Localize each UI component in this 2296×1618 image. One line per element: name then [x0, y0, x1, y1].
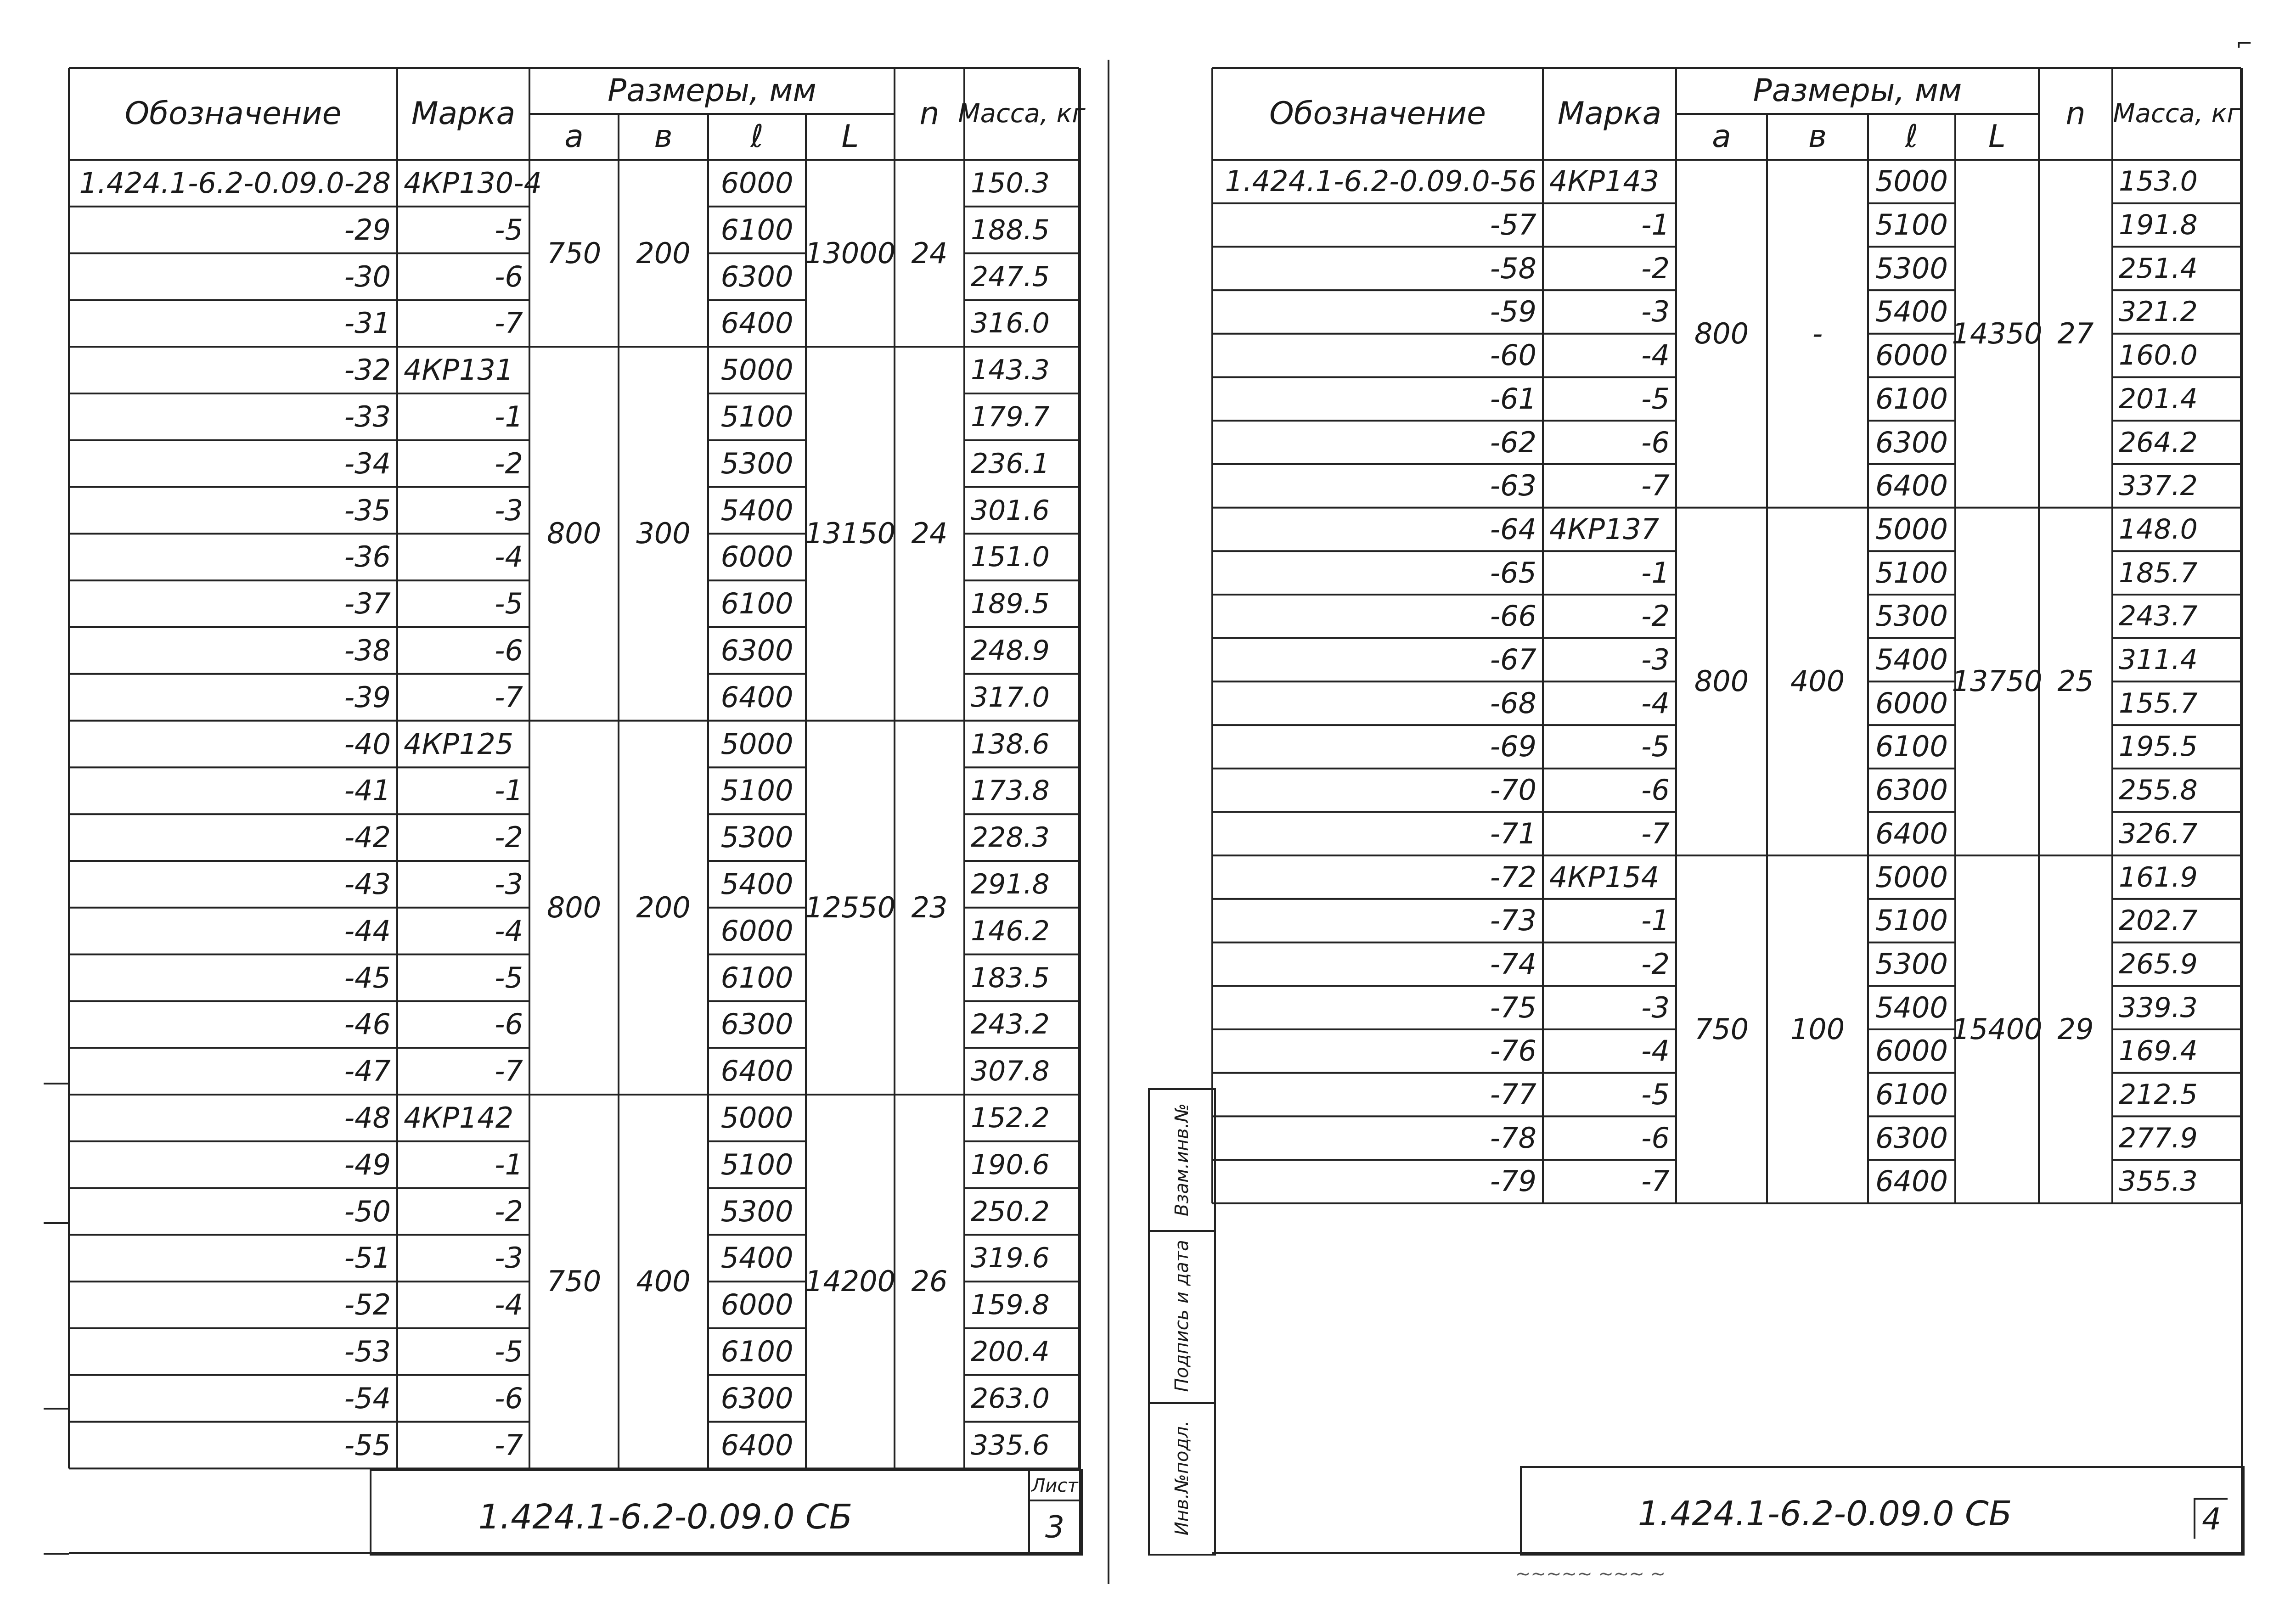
- designation-cell: -76: [1490, 1034, 1536, 1068]
- side-stamp: [1148, 1088, 1216, 1556]
- brand-cell: -2: [1641, 251, 1670, 285]
- mass-cell: 316.0: [971, 307, 1050, 340]
- designation-cell: -45: [344, 961, 391, 994]
- brand-cell: -3: [1641, 295, 1670, 329]
- length-cell: 5000: [1875, 164, 1948, 198]
- designation-cell: -69: [1490, 730, 1536, 764]
- corner-mark: ⌐: [2236, 32, 2253, 56]
- designation-cell: -78: [1490, 1121, 1536, 1155]
- mass-cell: 148.0: [2119, 513, 2198, 545]
- designation-cell: -67: [1490, 643, 1536, 677]
- mass-cell: 212.5: [2119, 1079, 2198, 1111]
- mass-cell: 311.4: [2119, 644, 2198, 676]
- right-title-code: 1.424.1-6.2-0.09.0 СБ: [1638, 1494, 2012, 1534]
- brand-cell: -6: [1641, 773, 1670, 807]
- length-cell: 6300: [1875, 425, 1948, 459]
- header-designation: Обозначение: [124, 96, 342, 132]
- header-brand: Марка: [1557, 96, 1662, 132]
- mass-cell: 179.7: [971, 400, 1050, 433]
- margin-tick: [44, 1408, 69, 1410]
- header-mass: Масса, кг: [2113, 99, 2240, 129]
- group-n-cell: 24: [911, 517, 948, 551]
- stamp-label-replacement: Взам.инв.№: [1171, 1103, 1193, 1217]
- length-cell: 6400: [720, 306, 793, 340]
- brand-cell: -4: [495, 1288, 523, 1322]
- brand-cell: -5: [1641, 382, 1670, 416]
- length-cell: 6300: [720, 1381, 793, 1415]
- mass-cell: 277.9: [2119, 1122, 2198, 1154]
- length-cell: 5400: [720, 1241, 793, 1275]
- brand-cell: 4КР130-4: [404, 166, 542, 200]
- length-cell: 6300: [1875, 1121, 1948, 1155]
- designation-cell: -48: [344, 1101, 391, 1135]
- length-cell: 5300: [720, 1194, 793, 1228]
- left-title-block: [370, 1469, 1083, 1556]
- length-cell: 5000: [720, 1101, 793, 1135]
- brand-cell: -4: [1641, 1034, 1670, 1068]
- group-n-cell: 23: [911, 890, 948, 924]
- designation-cell: -65: [1490, 556, 1536, 590]
- length-cell: 5100: [1875, 208, 1948, 242]
- brand-cell: -3: [495, 1241, 523, 1275]
- designation-cell: -53: [344, 1334, 391, 1368]
- brand-cell: 4КР143: [1549, 164, 1660, 198]
- stamp-label-inventory: Инв.№подл.: [1171, 1420, 1193, 1536]
- brand-cell: -3: [495, 493, 523, 527]
- mass-cell: 189.5: [971, 588, 1050, 620]
- mass-cell: 155.7: [2119, 687, 2198, 719]
- mass-cell: 228.3: [971, 821, 1050, 854]
- length-cell: 6000: [1875, 686, 1948, 720]
- designation-cell: -47: [344, 1054, 391, 1088]
- right-title-block: [1520, 1466, 2245, 1556]
- brand-cell: -3: [495, 867, 523, 901]
- mass-cell: 185.7: [2119, 556, 2198, 589]
- designation-cell: -71: [1490, 816, 1536, 850]
- designation-cell: -79: [1490, 1164, 1536, 1198]
- mass-cell: 265.9: [2119, 948, 2198, 980]
- brand-cell: 4КР131: [404, 353, 514, 387]
- group-a-cell: 800: [1694, 664, 1749, 698]
- brand-cell: -5: [495, 1334, 523, 1368]
- designation-cell: -61: [1490, 382, 1536, 416]
- mass-cell: 243.2: [971, 1008, 1050, 1041]
- length-cell: 6100: [720, 213, 793, 247]
- length-cell: 5100: [720, 399, 793, 433]
- sheet-label: Лист: [1031, 1475, 1078, 1496]
- length-cell: 6100: [1875, 730, 1948, 764]
- length-cell: 6400: [720, 1054, 793, 1088]
- length-cell: 6400: [1875, 469, 1948, 503]
- length-cell: 6100: [1875, 1078, 1948, 1112]
- group-L-cell: 14200: [805, 1264, 896, 1298]
- group-n-cell: 26: [911, 1264, 948, 1298]
- designation-cell: -58: [1490, 251, 1536, 285]
- mass-cell: 161.9: [2119, 861, 2198, 893]
- length-cell: 5300: [1875, 251, 1948, 285]
- designation-cell: -50: [344, 1194, 391, 1228]
- length-cell: 5400: [1875, 643, 1948, 677]
- length-cell: 6000: [1875, 338, 1948, 372]
- mass-cell: 151.0: [971, 541, 1050, 573]
- header-col-b: в: [1808, 118, 1827, 155]
- length-cell: 5000: [1875, 512, 1948, 546]
- designation-cell: -43: [344, 867, 391, 901]
- designation-cell: -63: [1490, 469, 1536, 503]
- length-cell: 6100: [720, 1334, 793, 1368]
- designation-cell: -36: [344, 540, 391, 574]
- length-cell: 6300: [720, 633, 793, 667]
- designation-cell: -32: [344, 353, 391, 387]
- header-col-L: L: [841, 118, 859, 155]
- length-cell: 6400: [720, 680, 793, 714]
- brand-cell: 4КР142: [404, 1101, 514, 1135]
- group-L-cell: 13750: [1952, 664, 2043, 698]
- header-col-n: n: [2065, 96, 2086, 132]
- brand-cell: -5: [1641, 1078, 1670, 1112]
- brand-cell: -6: [495, 259, 523, 293]
- designation-cell: -49: [344, 1147, 391, 1181]
- signature-scrawl: ~~~~~ ~~~ ~: [1515, 1563, 1666, 1584]
- brand-cell: -4: [495, 914, 523, 948]
- length-cell: 6300: [720, 259, 793, 293]
- brand-cell: -2: [495, 1194, 523, 1228]
- designation-cell: -37: [344, 587, 391, 621]
- group-b-cell: -: [1812, 316, 1823, 350]
- designation-cell: -41: [344, 774, 391, 808]
- designation-cell: -66: [1490, 599, 1536, 633]
- brand-cell: -1: [495, 399, 523, 433]
- group-b-cell: 200: [636, 890, 691, 924]
- mass-cell: 159.8: [971, 1289, 1050, 1321]
- mass-cell: 264.2: [2119, 426, 2198, 459]
- mass-cell: 335.6: [971, 1429, 1050, 1461]
- mass-cell: 200.4: [971, 1335, 1050, 1368]
- brand-cell: -6: [495, 633, 523, 667]
- group-b-cell: 300: [636, 517, 691, 551]
- length-cell: 5000: [1875, 860, 1948, 894]
- designation-cell: -46: [344, 1007, 391, 1041]
- mass-cell: 326.7: [2119, 817, 2198, 850]
- designation-cell: -64: [1490, 512, 1536, 546]
- length-cell: 6000: [720, 540, 793, 574]
- designation-cell: -40: [344, 727, 391, 761]
- left-sheet: [69, 68, 1086, 1554]
- designation-cell: -29: [344, 213, 391, 247]
- length-cell: 5000: [720, 353, 793, 387]
- length-cell: 6400: [1875, 1164, 1948, 1198]
- length-cell: 6100: [720, 587, 793, 621]
- right-sheet: [1212, 68, 2243, 1554]
- mass-cell: 152.2: [971, 1101, 1050, 1134]
- mass-cell: 255.8: [2119, 774, 2198, 807]
- designation-cell: -77: [1490, 1078, 1536, 1112]
- designation-cell: -38: [344, 633, 391, 667]
- length-cell: 5100: [1875, 904, 1948, 938]
- group-a-cell: 750: [1694, 1012, 1749, 1046]
- group-L-cell: 13000: [805, 236, 896, 270]
- mass-cell: 355.3: [2119, 1165, 2198, 1198]
- group-n-cell: 29: [2057, 1012, 2094, 1046]
- group-b-cell: 200: [636, 236, 691, 270]
- mass-cell: 321.2: [2119, 296, 2198, 328]
- mass-cell: 191.8: [2119, 209, 2198, 242]
- length-cell: 5100: [720, 774, 793, 808]
- group-L-cell: 13150: [805, 517, 896, 551]
- mass-cell: 202.7: [2119, 905, 2198, 937]
- length-cell: 6400: [1875, 816, 1948, 850]
- brand-cell: 4КР154: [1549, 860, 1660, 894]
- mass-cell: 243.7: [2119, 600, 2198, 633]
- mass-cell: 183.5: [971, 961, 1050, 994]
- mass-cell: 337.2: [2119, 470, 2198, 502]
- header-brand: Марка: [411, 96, 516, 132]
- designation-cell: -60: [1490, 338, 1536, 372]
- length-cell: 5300: [1875, 947, 1948, 981]
- designation-cell: -51: [344, 1241, 391, 1275]
- brand-cell: -3: [1641, 990, 1670, 1024]
- brand-cell: -7: [1641, 469, 1670, 503]
- designation-cell: -44: [344, 914, 391, 948]
- margin-tick: [44, 1553, 69, 1555]
- brand-cell: -6: [1641, 425, 1670, 459]
- mass-cell: 247.5: [971, 260, 1050, 293]
- stamp-label-signature: Подпись и дата: [1171, 1240, 1193, 1392]
- length-cell: 6400: [720, 1428, 793, 1462]
- header-col-a: a: [564, 118, 584, 155]
- length-cell: 6000: [720, 914, 793, 948]
- brand-cell: -5: [495, 213, 523, 247]
- designation-cell: 1.424.1-6.2-0.09.0-56: [1225, 164, 1536, 198]
- designation-cell: -42: [344, 820, 391, 854]
- brand-cell: 4КР137: [1549, 512, 1660, 546]
- length-cell: 5300: [1875, 599, 1948, 633]
- mass-cell: 188.5: [971, 213, 1050, 246]
- brand-cell: -7: [495, 680, 523, 714]
- mass-cell: 160.0: [2119, 339, 2198, 372]
- designation-cell: -70: [1490, 773, 1536, 807]
- brand-cell: -7: [495, 306, 523, 340]
- group-L-cell: 12550: [805, 890, 896, 924]
- mass-cell: 190.6: [971, 1148, 1050, 1181]
- mass-cell: 236.1: [971, 447, 1050, 480]
- brand-cell: -7: [1641, 816, 1670, 850]
- margin-tick: [44, 1083, 69, 1084]
- mass-cell: 339.3: [2119, 991, 2198, 1024]
- brand-cell: -2: [1641, 947, 1670, 981]
- brand-cell: -7: [495, 1054, 523, 1088]
- group-a-cell: 800: [546, 517, 602, 551]
- length-cell: 5400: [1875, 295, 1948, 329]
- sheet-number: 3: [1045, 1509, 1064, 1545]
- group-n-cell: 25: [2057, 664, 2094, 698]
- length-cell: 5300: [720, 820, 793, 854]
- title-divider: [1028, 1471, 1030, 1554]
- brand-cell: -1: [1641, 208, 1670, 242]
- designation-cell: -35: [344, 493, 391, 527]
- brand-cell: -1: [1641, 556, 1670, 590]
- group-b-cell: 400: [636, 1264, 691, 1298]
- group-a-cell: 800: [1694, 316, 1749, 350]
- designation-cell: -54: [344, 1381, 391, 1415]
- brand-cell: 4КР125: [404, 727, 514, 761]
- brand-cell: -7: [1641, 1164, 1670, 1198]
- brand-cell: -6: [1641, 1121, 1670, 1155]
- title-divider: [1028, 1500, 1081, 1501]
- designation-cell: -74: [1490, 947, 1536, 981]
- mass-cell: 150.3: [971, 167, 1050, 199]
- brand-cell: -7: [495, 1428, 523, 1462]
- length-cell: 5400: [720, 493, 793, 527]
- mass-cell: 248.9: [971, 634, 1050, 667]
- length-cell: 5100: [1875, 556, 1948, 590]
- group-b-cell: 100: [1790, 1012, 1845, 1046]
- header-col-l: ℓ: [750, 118, 764, 155]
- header-col-a: a: [1712, 118, 1731, 155]
- header-mass: Масса, кг: [958, 99, 1086, 129]
- designation-cell: -62: [1490, 425, 1536, 459]
- mass-cell: 138.6: [971, 728, 1050, 760]
- designation-cell: -57: [1490, 208, 1536, 242]
- designation-cell: -30: [344, 259, 391, 293]
- left-title-code: 1.424.1-6.2-0.09.0 СБ: [478, 1497, 853, 1537]
- header-col-n: n: [919, 96, 940, 132]
- stamp-line: [1150, 1402, 1214, 1404]
- group-n-cell: 24: [911, 236, 948, 270]
- mass-cell: 307.8: [971, 1055, 1050, 1088]
- header-col-l: ℓ: [1905, 118, 1919, 155]
- mass-cell: 319.6: [971, 1242, 1050, 1275]
- length-cell: 6300: [720, 1007, 793, 1041]
- brand-cell: -2: [495, 446, 523, 480]
- designation-cell: -33: [344, 399, 391, 433]
- header-col-L: L: [1988, 118, 2006, 155]
- group-a-cell: 750: [546, 1264, 602, 1298]
- brand-cell: -2: [1641, 599, 1670, 633]
- designation-cell: -59: [1490, 295, 1536, 329]
- mass-cell: 263.0: [971, 1382, 1050, 1415]
- brand-cell: -6: [495, 1007, 523, 1041]
- brand-cell: -5: [495, 961, 523, 994]
- designation-cell: -73: [1490, 904, 1536, 938]
- mass-cell: 317.0: [971, 681, 1050, 713]
- mass-cell: 195.5: [2119, 730, 2198, 763]
- margin-tick: [44, 1222, 69, 1224]
- header-designation: Обозначение: [1269, 96, 1486, 132]
- right-sheet-number: 4: [2194, 1498, 2228, 1539]
- mass-cell: 169.4: [2119, 1035, 2198, 1067]
- group-a-cell: 800: [546, 890, 602, 924]
- brand-cell: -1: [1641, 904, 1670, 938]
- brand-cell: -6: [495, 1381, 523, 1415]
- group-n-cell: 27: [2057, 316, 2094, 350]
- mass-cell: 251.4: [2119, 252, 2198, 285]
- designation-cell: -75: [1490, 990, 1536, 1024]
- length-cell: 5100: [720, 1147, 793, 1181]
- header-col-b: в: [654, 118, 673, 155]
- mass-cell: 291.8: [971, 868, 1050, 900]
- length-cell: 5000: [720, 727, 793, 761]
- brand-cell: -4: [1641, 686, 1670, 720]
- mass-cell: 143.3: [971, 354, 1050, 387]
- right-table-grid: [1212, 68, 2241, 1552]
- designation-cell: -68: [1490, 686, 1536, 720]
- group-L-cell: 14350: [1952, 316, 2043, 350]
- length-cell: 6000: [720, 166, 793, 200]
- length-cell: 6300: [1875, 773, 1948, 807]
- mass-cell: 146.2: [971, 915, 1050, 947]
- mass-cell: 153.0: [2119, 165, 2198, 198]
- designation-cell: -72: [1490, 860, 1536, 894]
- group-L-cell: 15400: [1952, 1012, 2043, 1046]
- brand-cell: -5: [495, 587, 523, 621]
- length-cell: 5400: [1875, 990, 1948, 1024]
- mass-cell: 250.2: [971, 1195, 1050, 1228]
- brand-cell: -3: [1641, 643, 1670, 677]
- designation-cell: -34: [344, 446, 391, 480]
- designation-cell: -31: [344, 306, 391, 340]
- length-cell: 6100: [1875, 382, 1948, 416]
- header-dims-group: Размеры, мм: [608, 73, 816, 109]
- brand-cell: -4: [1641, 338, 1670, 372]
- length-cell: 5300: [720, 446, 793, 480]
- brand-cell: -1: [495, 774, 523, 808]
- mass-cell: 301.6: [971, 494, 1050, 527]
- designation-cell: 1.424.1-6.2-0.09.0-28: [79, 166, 391, 200]
- brand-cell: -4: [495, 540, 523, 574]
- mass-cell: 173.8: [971, 775, 1050, 807]
- brand-cell: -5: [1641, 730, 1670, 764]
- length-cell: 6000: [1875, 1034, 1948, 1068]
- length-cell: 6100: [720, 961, 793, 994]
- brand-cell: -2: [495, 820, 523, 854]
- length-cell: 6000: [720, 1288, 793, 1322]
- group-a-cell: 750: [546, 236, 602, 270]
- designation-cell: -55: [344, 1428, 391, 1462]
- left-table-grid: [69, 68, 1079, 1552]
- group-b-cell: 400: [1790, 664, 1845, 698]
- designation-cell: -52: [344, 1288, 391, 1322]
- header-dims-group: Размеры, мм: [1753, 73, 1962, 109]
- brand-cell: -1: [495, 1147, 523, 1181]
- designation-cell: -39: [344, 680, 391, 714]
- sheet-divider: [1108, 60, 1111, 1584]
- stamp-line: [1150, 1230, 1214, 1232]
- length-cell: 5400: [720, 867, 793, 901]
- mass-cell: 201.4: [2119, 382, 2198, 415]
